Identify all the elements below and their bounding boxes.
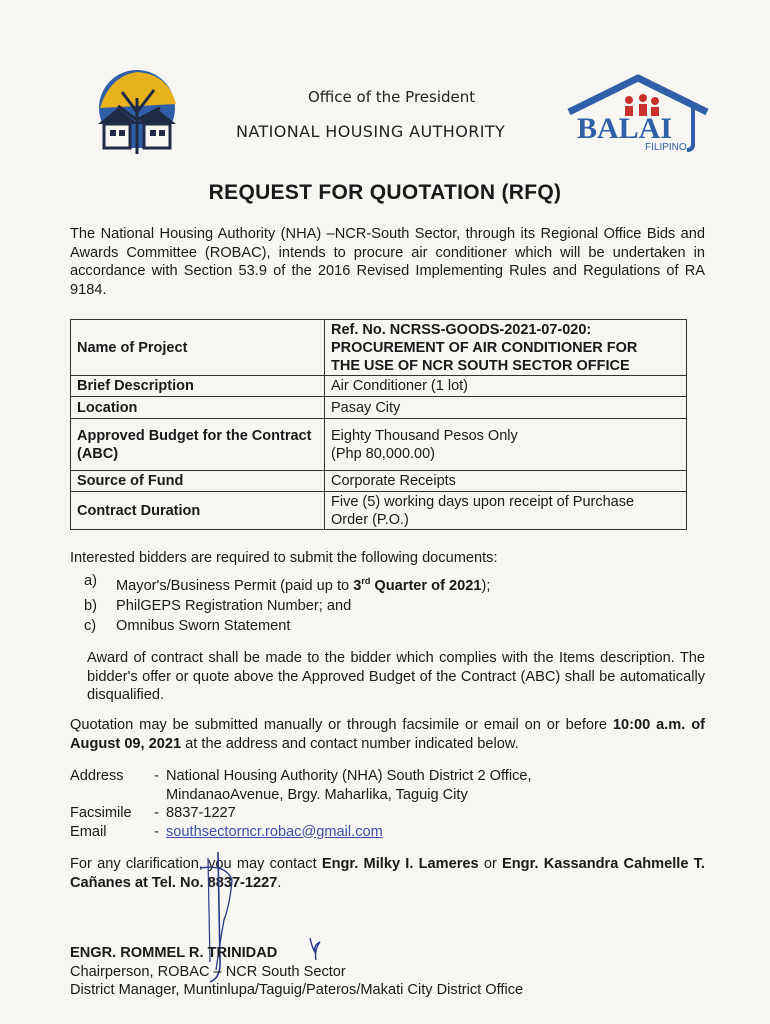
list-item	[84, 571, 490, 596]
address-label: Address	[70, 768, 124, 784]
address-row	[70, 767, 532, 804]
table-value-cell: Corporate Receipts	[325, 471, 687, 492]
award-paragraph: Award of contract shall be made to the bidder which complies with the Items description. The bidder's offer or quote above the Approved Budget of the Contract (ABC) shall be automatically disqualified.	[87, 650, 705, 703]
clarification-end: .	[277, 874, 282, 891]
project-name-line-2: THE USE OF NCR SOUTH SECTOR OFFICE	[331, 357, 630, 374]
table-row	[71, 471, 687, 492]
separator: -	[154, 768, 159, 784]
signatory-block	[70, 944, 523, 1000]
table-row	[71, 397, 687, 419]
table-label-cell: Location	[71, 397, 325, 419]
intro-paragraph: The National Housing Authority (NHA) –NCR-South Sector, through its Regional Office Bids and Awards Committee (ROBAC), intends to procure air conditioner which will be undertaken in accordance with Section 53.9 of the 2016 Revised Implementing Rules and Regulations of RA 9184.	[70, 226, 705, 298]
email-row	[70, 823, 532, 842]
permit-text: Mayor's/Business Permit (paid up to	[116, 577, 354, 594]
balai-logo-text: BALAI	[577, 112, 673, 145]
quotation-text-end: at the address and contact number indicated below.	[181, 735, 519, 752]
duration-line-1: Five (5) working days upon receipt of Purchase	[331, 493, 635, 510]
project-name-line-1: PROCUREMENT OF AIR CONDITIONER FOR	[331, 339, 638, 356]
filipino-logo-text: FILIPINO	[645, 142, 687, 153]
document-title: REQUEST FOR QUOTATION (RFQ)	[208, 181, 562, 204]
separator: -	[154, 823, 159, 840]
fax-value: 8837-1227	[166, 805, 236, 821]
clarification-text: For any clarification, you may contact	[70, 856, 322, 872]
abc-words-line: Eighty Thousand Pesos Only	[331, 427, 518, 444]
table-value-cell: Air Conditioner (1 lot)	[325, 376, 687, 397]
quotation-text: Quotation may be submitted manually or through facsimile or email on or before	[70, 717, 613, 733]
fax-row	[70, 804, 532, 823]
duration-line-2: Order (P.O.)	[331, 511, 409, 528]
list-item	[84, 596, 490, 616]
table-value-cell	[325, 419, 687, 471]
quarter-number: 3	[353, 577, 362, 594]
nha-logo-icon	[90, 68, 184, 156]
list-item	[84, 616, 490, 636]
contact-block	[70, 767, 532, 841]
table-label-cell: Name of Project	[71, 320, 325, 376]
documents-intro: Interested bidders are required to submit the following documents:	[70, 550, 498, 566]
contact-person-2: Engr. Kassandra Cahmelle T. Cañanes at Tel. No. 8837-1227	[70, 856, 705, 891]
email-link[interactable]: southsectorncr.robac@gmail.com	[166, 823, 383, 840]
table-row	[71, 320, 687, 376]
address-line-1: National Housing Authority (NHA) South District 2 Office,	[166, 768, 532, 784]
list-item-text	[116, 571, 490, 596]
table-label-cell: Approved Budget for the Contract (ABC)	[71, 419, 325, 471]
agency-name: NATIONAL HOUSING AUTHORITY	[236, 122, 506, 141]
quarter-year: Quarter of 2021	[370, 577, 482, 594]
office-of-president-label: Office of the President	[308, 88, 476, 106]
signatory-position-2: District Manager, Muntinlupa/Taguig/Pateros/Makati City District Office	[70, 982, 524, 998]
project-details-table	[70, 319, 687, 530]
quotation-deadline: 10:00 a.m. of August 09, 2021	[70, 717, 705, 752]
table-row	[71, 376, 687, 397]
clarification-paragraph	[70, 855, 705, 892]
list-item-text: Omnibus Sworn Statement	[116, 617, 291, 634]
table-value-cell	[325, 320, 687, 376]
fax-label: Facsimile	[70, 805, 132, 821]
balai-filipino-logo-icon	[563, 74, 713, 154]
list-item-text: PhilGEPS Registration Number; and	[116, 597, 352, 614]
quotation-paragraph	[70, 716, 705, 753]
quarter-suffix: rd	[361, 576, 371, 586]
table-label-cell: Source of Fund	[71, 471, 325, 492]
project-ref-line: Ref. No. NCRSS-GOODS-2021-07-020:	[331, 321, 592, 338]
documents-list	[84, 571, 490, 636]
address-line-2: MindanaoAvenue, Brgy. Maharlika, Taguig City	[166, 786, 468, 803]
clarification-joiner: or	[478, 856, 503, 872]
permit-text-end: );	[481, 577, 491, 594]
list-marker: c)	[84, 617, 97, 634]
signatory-name: ENGR. ROMMEL R. TRINIDAD	[70, 945, 278, 961]
table-label-cell: Contract Duration	[71, 492, 325, 530]
table-row	[71, 492, 687, 530]
list-marker: a)	[84, 573, 97, 589]
list-marker: b)	[84, 597, 97, 614]
table-value-cell: Pasay City	[325, 397, 687, 419]
table-row	[71, 419, 687, 471]
table-value-cell	[325, 492, 687, 530]
address-value	[166, 767, 532, 804]
abc-amount-line: (Php 80,000.00)	[331, 445, 435, 462]
table-label-cell: Brief Description	[71, 376, 325, 397]
separator: -	[154, 805, 159, 821]
signatory-position-1: Chairperson, ROBAC – NCR South Sector	[70, 963, 346, 980]
contact-person-1: Engr. Milky I. Lameres	[321, 856, 479, 872]
email-label: Email	[70, 823, 107, 840]
